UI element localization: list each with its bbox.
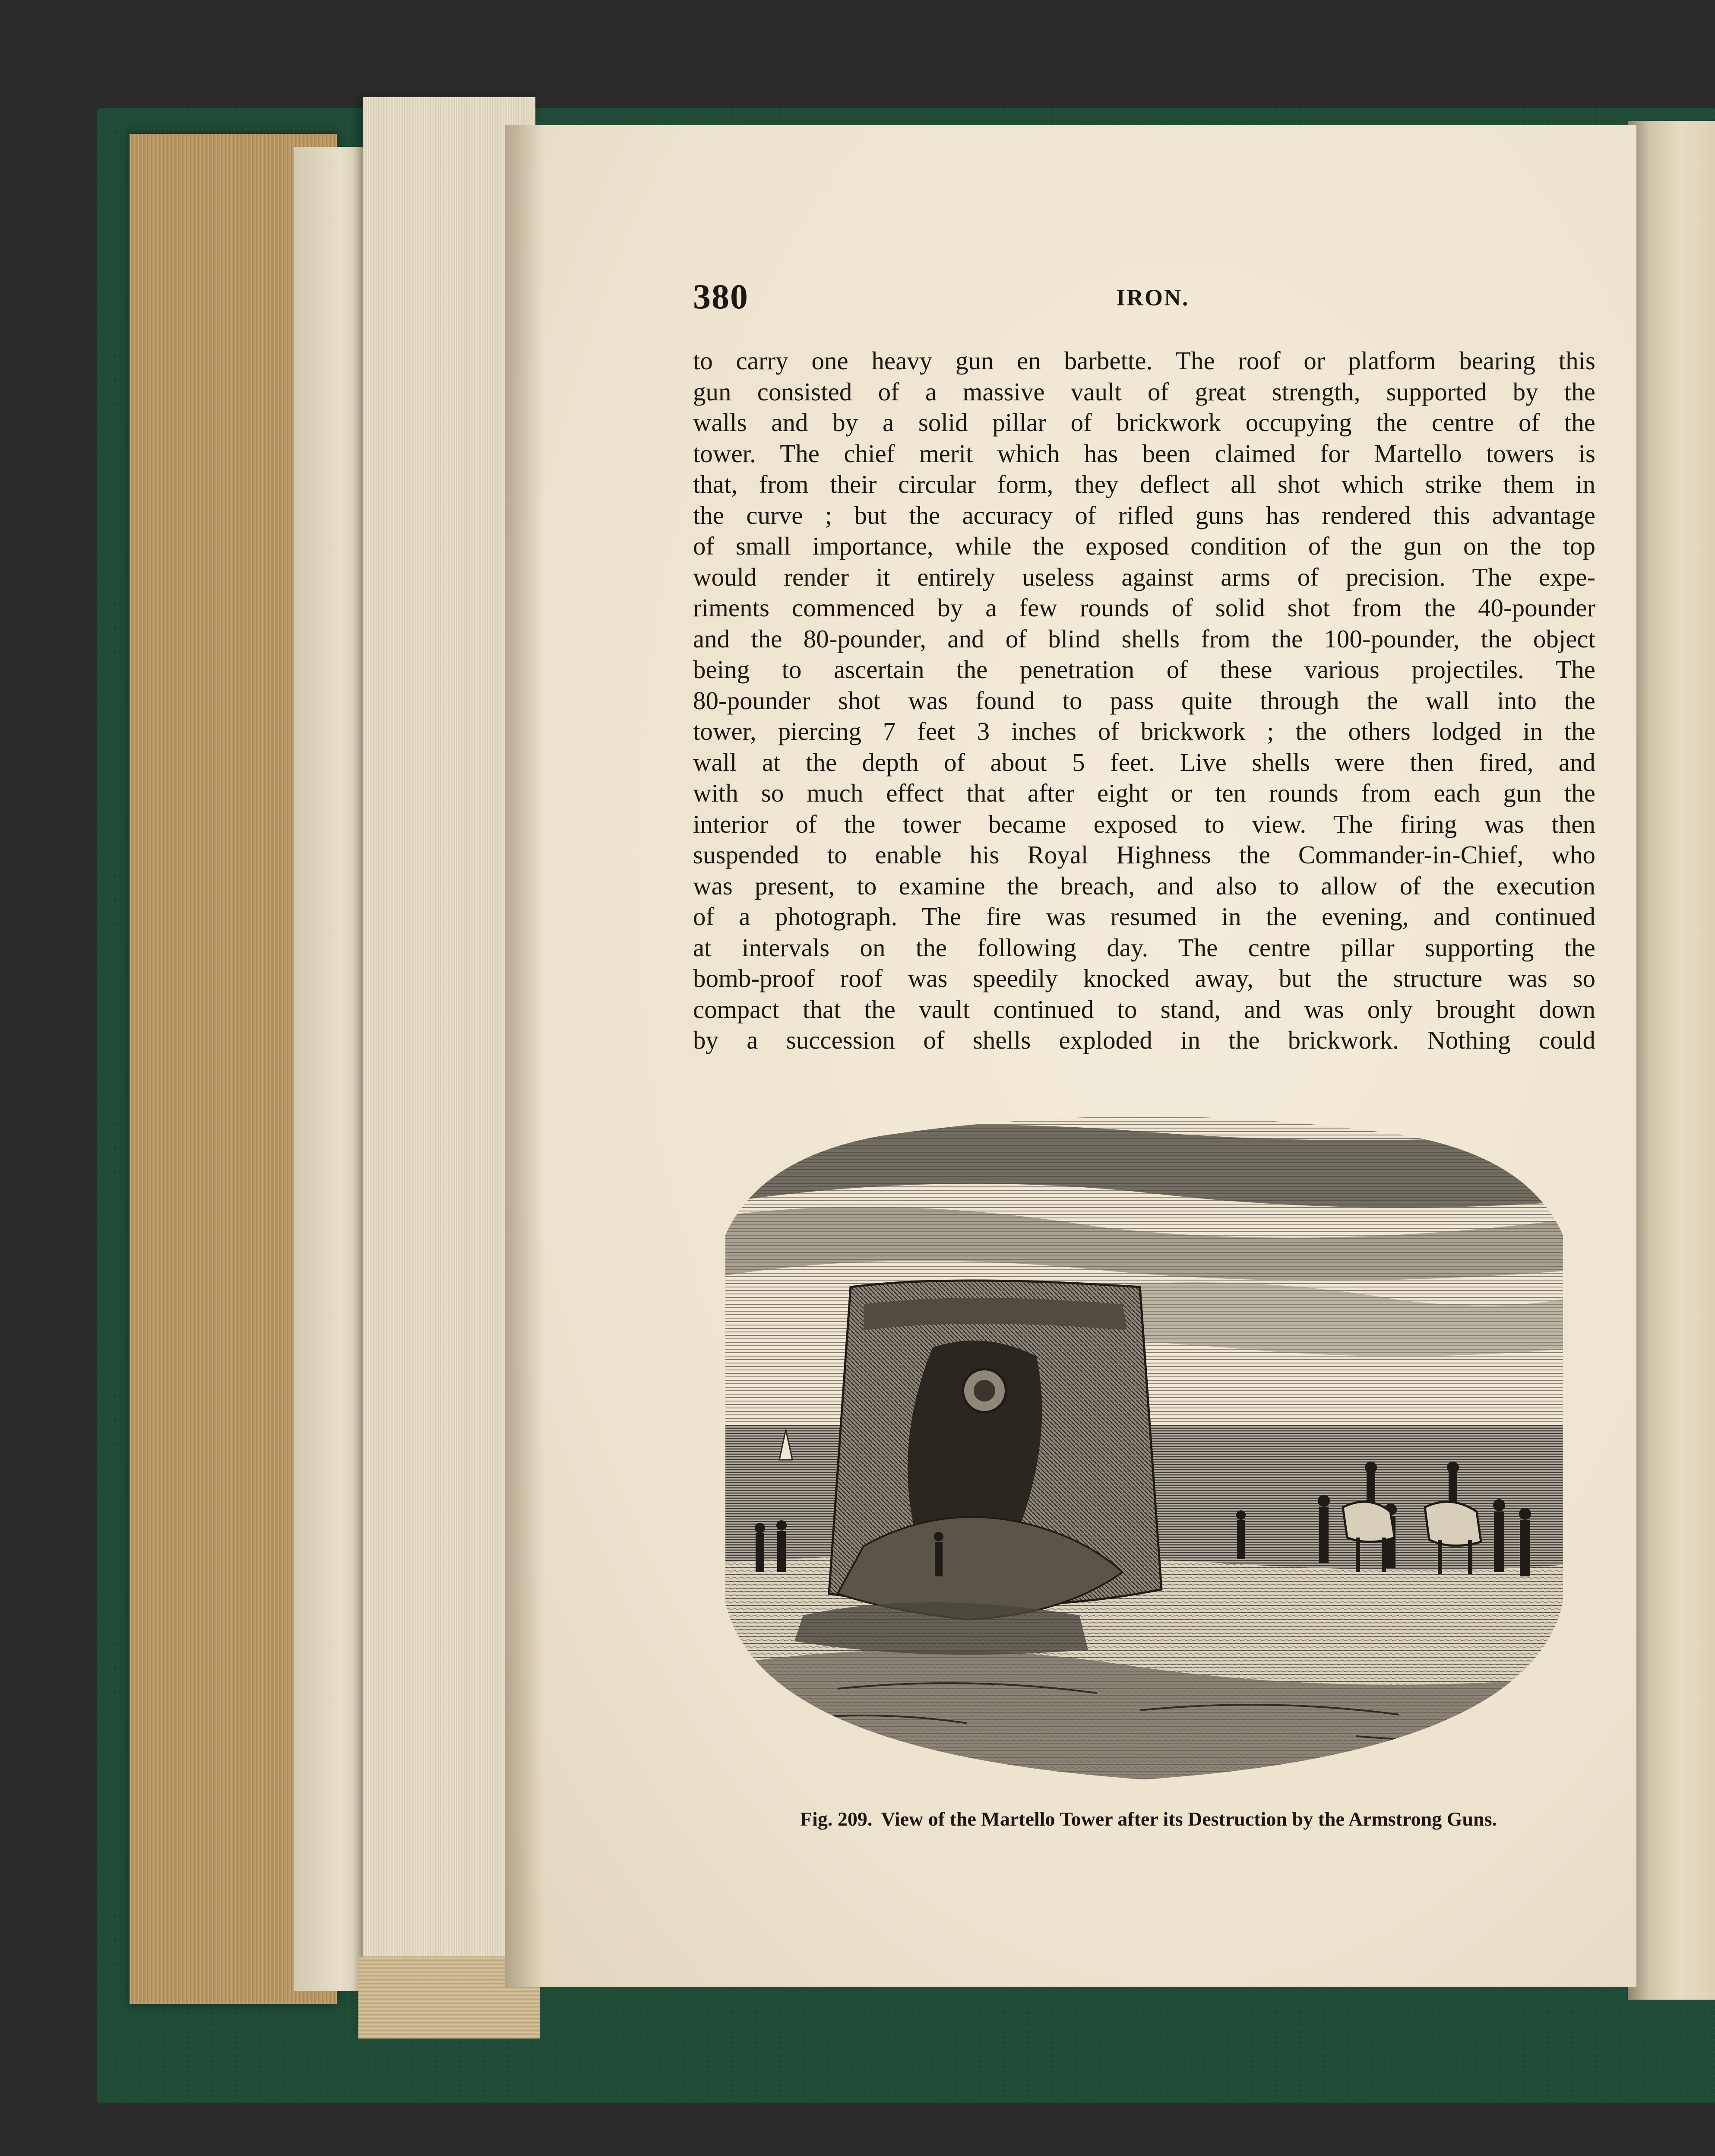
text-line: wall at the depth of about 5 feet. Live shells were then fired, and	[693, 748, 1595, 777]
running-head: IRON.	[1116, 285, 1190, 311]
text-line: of small importance, while the exposed condition of the gun on the top	[693, 532, 1595, 560]
text-line: of a photograph. The fire was resumed in the evening, and continued	[693, 902, 1595, 931]
text-line: interior of the tower became exposed to view. The firing was then	[693, 809, 1595, 838]
text-line: tower, piercing 7 feet 3 inches of brickwork ; the others lodged in the	[693, 717, 1595, 745]
martello-tower-engraving	[708, 1106, 1580, 1788]
figure-illustration	[708, 1106, 1580, 1788]
text-line: would render it entirely useless against arms of precision. The expe-	[693, 562, 1595, 591]
facing-page	[1628, 121, 1715, 2000]
body-text	[693, 346, 1595, 1056]
gutter-shadow	[505, 125, 544, 1987]
text-line: was present, to examine the breach, and also to allow of the execution	[693, 871, 1595, 900]
text-line: riments commenced by a few rounds of solid shot from the 40-pounder	[693, 593, 1595, 622]
text-line: at intervals on the following day. The centre pillar supporting the	[693, 933, 1595, 962]
text-line: tower. The chief merit which has been claimed for Martello towers is	[693, 439, 1595, 468]
text-line: walls and by a solid pillar of brickwork occupying the centre of the	[693, 408, 1595, 437]
text-line: with so much effect that after eight or ten rounds from each gun the	[693, 779, 1595, 807]
page-number: 380	[693, 277, 749, 316]
text-line: that, from their circular form, they deflect all shot which strike them in	[693, 470, 1595, 498]
page-header	[693, 276, 1595, 324]
figure-caption	[734, 1807, 1563, 1830]
text-line: by a succession of shells exploded in the brickwork. Nothing could	[693, 1026, 1595, 1054]
figure-label: Fig. 209.	[800, 1808, 873, 1830]
left-page-stack	[294, 147, 371, 1991]
text-line: bomb-proof roof was speedily knocked away, but the structure was so	[693, 964, 1595, 992]
text-line: being to ascertain the penetration of these various projectiles. The	[693, 655, 1595, 684]
text-line: suspended to enable his Royal Highness the Commander-in-Chief, who	[693, 840, 1595, 869]
text-line: gun consisted of a massive vault of great strength, supported by the	[693, 377, 1595, 406]
text-line: to carry one heavy gun en barbette. The roof or platform bearing this	[693, 346, 1595, 375]
figure-caption-text: View of the Martello Tower after its Destruction by the Armstrong Guns.	[881, 1808, 1497, 1830]
text-line: the curve ; but the accuracy of rifled guns has rendered this advantage	[693, 501, 1595, 529]
text-line: 80-pounder shot was found to pass quite through the wall into the	[693, 686, 1595, 715]
text-line: and the 80-pounder, and of blind shells from the 100-pounder, the object	[693, 624, 1595, 653]
text-line: compact that the vault continued to stand, and was only brought down	[693, 995, 1595, 1024]
